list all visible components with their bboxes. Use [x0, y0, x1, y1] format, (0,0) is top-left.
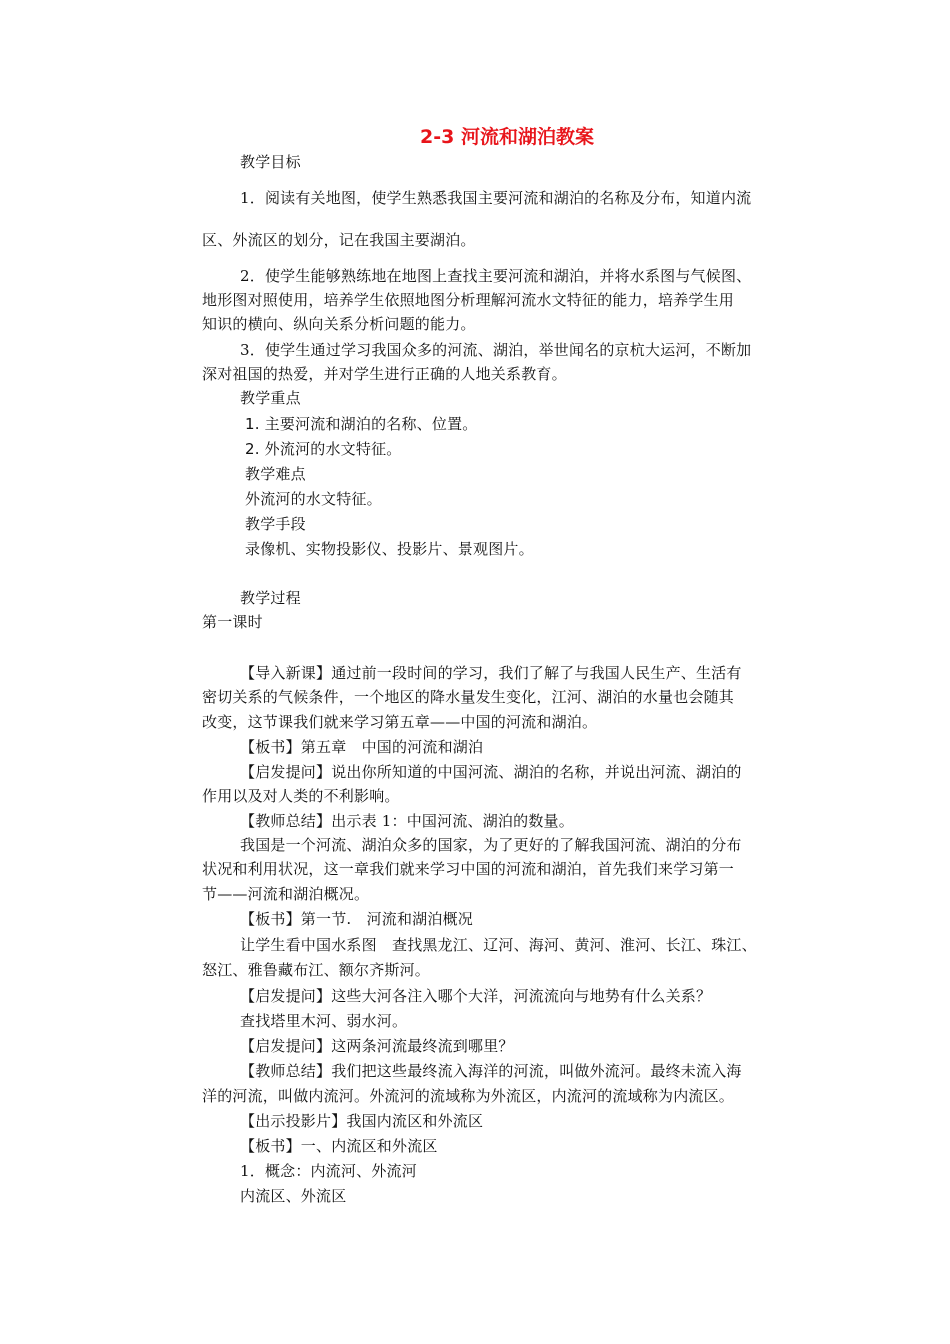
keypoint-1: 1. 主要河流和湖泊的名称、位置。 [245, 415, 478, 433]
board-subsection-1: 【板书】一、内流区和外流区 [240, 1137, 438, 1155]
teacher-summary-2-line-2: 洋的河流，叫做内流河。外流河的流域称为外流区，内流河的流域称为内流区。 [202, 1087, 735, 1105]
objectives-heading: 教学目标 [240, 153, 301, 171]
question-1-line-1: 【启发提问】说出你所知道的中国河流、湖泊的名称，并说出河流、湖泊的 [240, 763, 742, 781]
objective-3-line-1: 3．使学生通过学习我国众多的河流、湖泊，举世闻名的京杭大运河，不断加 [240, 341, 752, 359]
difficulty-heading: 教学难点 [245, 465, 306, 483]
difficulty-text: 外流河的水文特征。 [245, 490, 382, 508]
objective-3-line-2: 深对祖国的热爱，并对学生进行正确的人地关系教育。 [202, 365, 567, 383]
question-1-line-2: 作用以及对人类的不利影响。 [202, 787, 400, 805]
objective-1-line-1: 1．阅读有关地图，使学生熟悉我国主要河流和湖泊的名称及分布，知道内流 [240, 189, 752, 207]
objective-2-line-1: 2．使学生能够熟练地在地图上查找主要河流和湖泊，并将水系图与气候图、 [240, 267, 752, 285]
question-3: 【启发提问】这两条河流最终流到哪里？ [240, 1037, 514, 1055]
activity-find-rivers: 查找塔里木河、弱水河。 [240, 1012, 408, 1030]
paragraph-intro-line-2: 密切关系的气候条件，一个地区的降水量发生变化，江河、湖泊的水量也会随其 [202, 688, 735, 706]
keypoints-heading: 教学重点 [240, 389, 301, 407]
teacher-summary-2-line-1: 【教师总结】我们把这些最终流入海洋的河流，叫做外流河。最终未流入海 [240, 1062, 742, 1080]
objective-1-line-2: 区、外流区的划分，记在我国主要湖泊。 [202, 231, 476, 249]
means-heading: 教学手段 [245, 515, 306, 533]
teacher-summary-1: 【教师总结】出示表 1：中国河流、湖泊的数量。 [240, 812, 574, 830]
objective-2-line-3: 知识的横向、纵向关系分析问题的能力。 [202, 315, 476, 333]
paragraph-country-line-3: 节——河流和湖泊概况。 [202, 885, 370, 903]
paragraph-intro-line-1: 【导入新课】通过前一段时间的学习，我们了解了与我国人民生产、生活有 [240, 664, 742, 682]
means-text: 录像机、实物投影仪、投影片、景观图片。 [245, 540, 534, 558]
objective-2-line-2: 地形图对照使用，培养学生依照地图分析理解河流水文特征的能力，培养学生用 [202, 291, 735, 309]
paragraph-intro-line-3: 改变，这节课我们就来学习第五章——中国的河流和湖泊。 [202, 713, 598, 731]
board-chapter: 【板书】第五章 中国的河流和湖泊 [240, 738, 484, 756]
activity-map-line-2: 怒江、雅鲁藏布江、额尔齐斯河。 [202, 961, 431, 979]
lesson-1-label: 第一课时 [202, 613, 263, 631]
show-slide: 【出示投影片】我国内流区和外流区 [240, 1112, 484, 1130]
process-heading: 教学过程 [240, 589, 301, 607]
concept-rivers: 1．概念：内流河、外流河 [240, 1162, 417, 1180]
board-section-1: 【板书】第一节. 河流和湖泊概况 [240, 910, 473, 928]
document-title: 2-3 河流和湖泊教案 [420, 126, 594, 148]
paragraph-country-line-1: 我国是一个河流、湖泊众多的国家，为了更好的了解我国河流、湖泊的分布 [240, 836, 742, 854]
activity-map-line-1: 让学生看中国水系图 查找黑龙江、辽河、海河、黄河、淮河、长江、珠江、 [240, 936, 757, 954]
concept-regions: 内流区、外流区 [240, 1187, 347, 1205]
question-2: 【启发提问】这些大河各注入哪个大洋，河流流向与地势有什么关系？ [240, 987, 712, 1005]
paragraph-country-line-2: 状况和利用状况，这一章我们就来学习中国的河流和湖泊，首先我们来学习第一 [202, 860, 735, 878]
keypoint-2: 2. 外流河的水文特征。 [245, 440, 402, 458]
